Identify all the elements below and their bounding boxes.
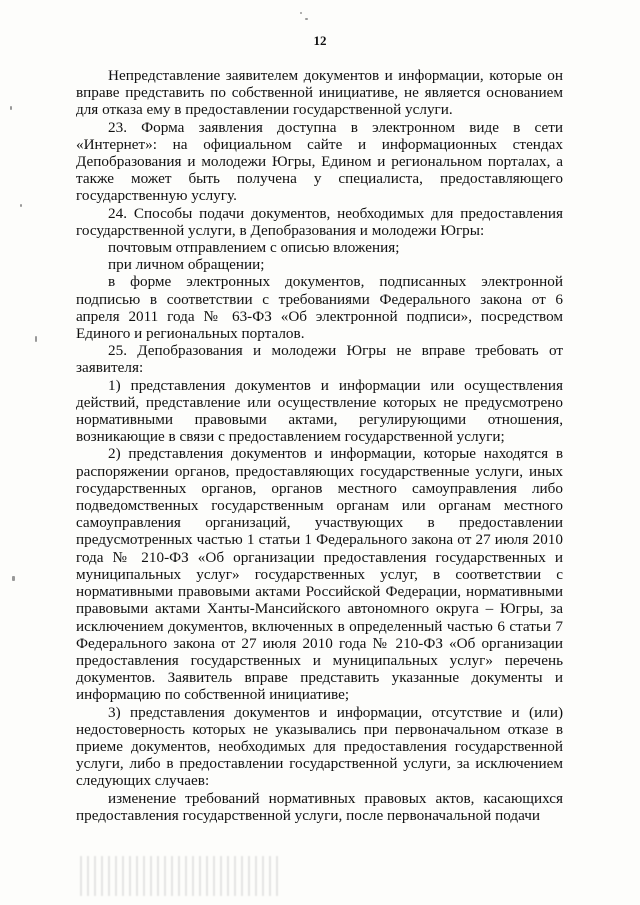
paragraph-23-application-form: 23. Форма заявления доступна в электронном виде в сети «Интернет»: на официальном сайте и информационных стендах Депобразования и молодежи Югры, Едином и региональном порталах, а также может быть получена у специалиста, предоставляющего государственную услугу.: [76, 118, 563, 205]
scan-speck: [35, 336, 37, 342]
scan-speck: [12, 576, 15, 581]
scan-speck: [305, 18, 308, 20]
body-text: [76, 67, 563, 824]
submission-method-electronic: в форме электронных документов, подписанных электронной подписью в соответствии с требованиями Федерального закона от 6 апреля 2011 года № 63-ФЗ «Об электронной подписи», посредством Единого и региональных порталов.: [76, 273, 563, 343]
prohibition-item-2: 2) представления документов и информации, которые находятся в распоряжении органов, предоставляющих государственные услуги, иных государственных органов, органов местного самоуправления либо подведомственных государственным органам или органам местного самоуправления организаций, участвующих в предоставлении предусмотренных частью 1 статьи 1 Федерального закона от 27 июля 2010 года № 210-ФЗ «Об организации предоставления государственных и муниципальных услуг» государственных услуг, в соответствии с нормативными правовыми актами Российской Федерации, нормативными правовыми актами Ханты-Мансийского автономного округа – Югры, за исключением документов, включенных в определенный частью 6 статьи 7 Федерального закона от 27 июля 2010 года № 210-ФЗ «Об организации предоставления государственных и муниципальных услуг» перечень документов. Заявитель вправе представить указанные документы и информацию по собственной инициативе;: [76, 445, 563, 704]
page-number: 12: [313, 33, 327, 48]
scan-speck: [300, 12, 302, 14]
scan-speck: [20, 204, 22, 207]
prohibition-item-1: 1) представления документов и информации или осуществления действий, представление или осуществление которых не предусмотрено нормативными правовыми актами, регулирующими отношения, возникающие в связи с предоставлением государственной услуги;: [76, 376, 563, 446]
paragraph-non-submission: Непредставление заявителем документов и информации, которые он вправе представить по собственной инициативе, не является основанием для отказа ему в предоставлении государственной услуги.: [76, 67, 563, 119]
submission-method-in-person: при личном обращении;: [108, 256, 265, 274]
submission-method-postal: почтовым отправлением с описью вложения;: [108, 239, 400, 257]
paragraph-24-submission-methods: 24. Способы подачи документов, необходимых для предоставления государственной услуги, в Депобразования и молодежи Югры:: [76, 204, 563, 239]
prohibition-item-3: 3) представления документов и информации, отсутствие и (или) недостоверность которых не указывались при первоначальном отказе в приеме документов, необходимых для предоставления государственной услуги, либо в предоставлении государственной услуги, за исключением следующих случаев:: [76, 703, 563, 790]
exception-case-1: изменение требований нормативных правовых актов, касающихся предоставления государственной услуги, после первоначальной подачи: [76, 789, 563, 824]
scan-speck: [10, 106, 12, 110]
scan-smudge: [80, 856, 280, 896]
paragraph-25-prohibitions: 25. Депобразования и молодежи Югры не вправе требовать от заявителя:: [76, 342, 563, 377]
